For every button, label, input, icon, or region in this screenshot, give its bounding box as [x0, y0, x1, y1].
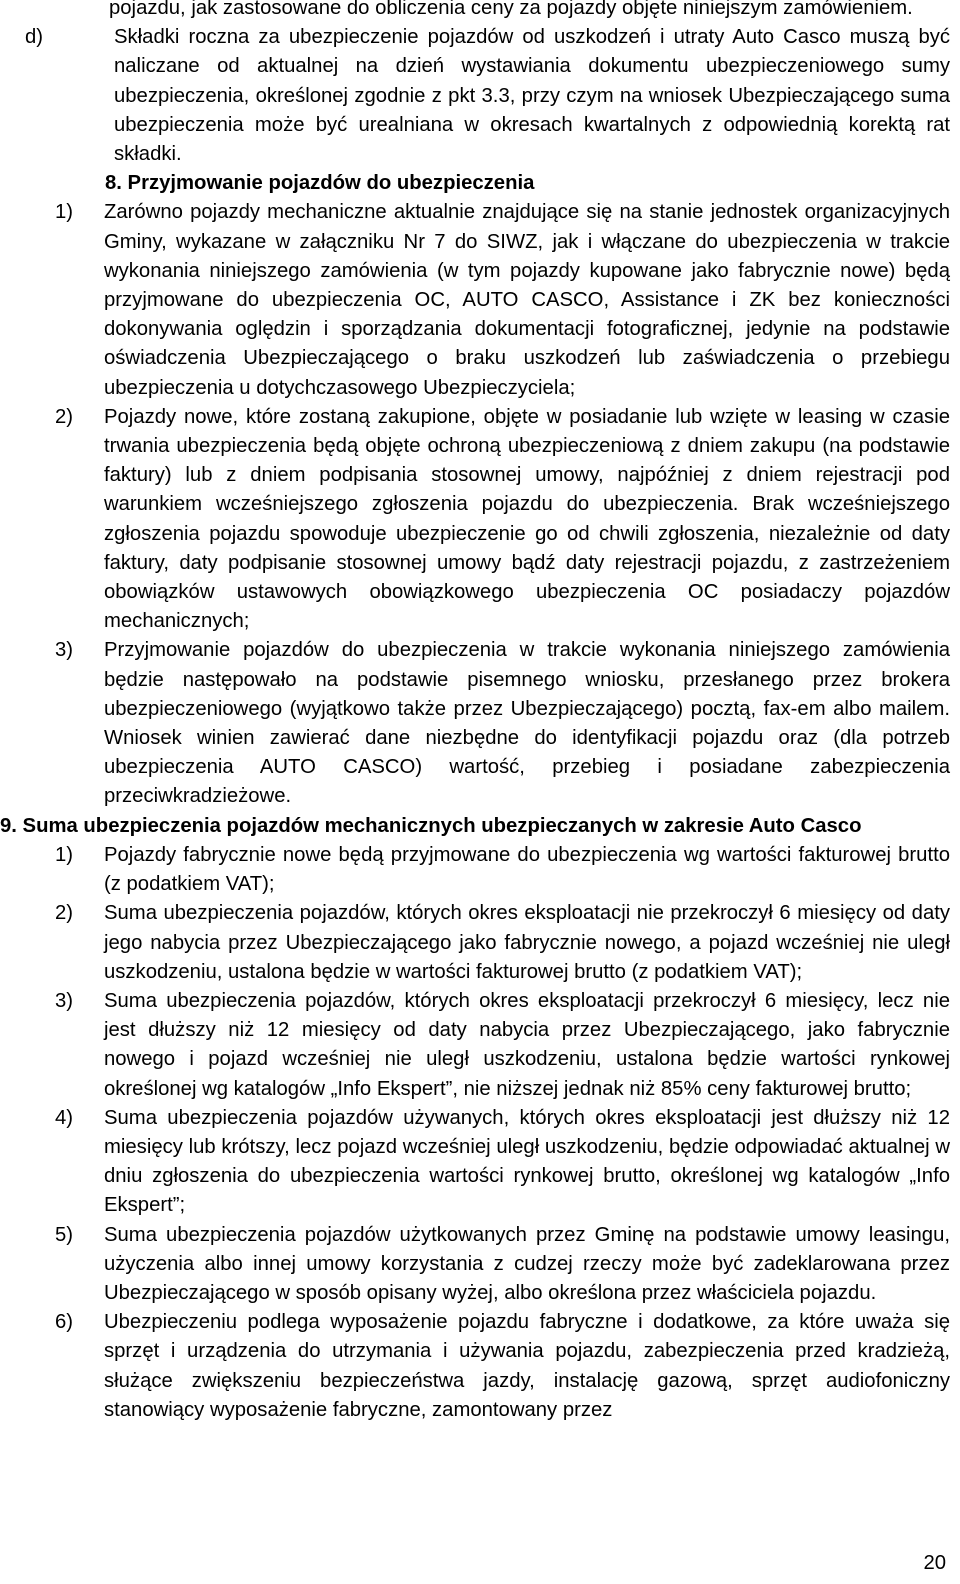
- list-item-d: [0, 23, 950, 169]
- list-item: [0, 1221, 950, 1309]
- list-item: [0, 636, 950, 811]
- section-9-heading: 9. Suma ubezpieczenia pojazdów mechanicznych ubezpieczanych w zakresie Auto Casco: [0, 814, 862, 837]
- item-number: 1): [55, 201, 74, 224]
- page-number: 20: [923, 1551, 946, 1574]
- item-number: 2): [55, 902, 74, 925]
- item-number: 5): [55, 1223, 74, 1246]
- item-text: Zarówno pojazdy mechaniczne aktualnie znajdujące się na stanie jednostek organizacyjnych Gminy, wykazane w załączniku Nr 7 do SIWZ, jak i włączane do ubezpieczenia w trakcie wykonania niniejszego zamówienia (w tym pojazdy kupowane jako fabrycznie nowe) będą przyjmowane do ubezpieczenia OC, AUTO CASCO, Assistance i ZK bez konieczności dokonywania oględzin i sporządzania dokumentacji fotograficznej, jedynie na podstawie oświadczenia Ubezpieczającego o braku uszkodzeń lub zaświadczenia o przebiegu ubezpieczenia u dotychczasowego Ubezpieczyciela;: [104, 201, 950, 399]
- item-text: Suma ubezpieczenia pojazdów, których okres eksploatacji przekroczył 6 miesięcy, lecz nie jest dłuższy niż 12 miesięcy od daty nabycia przez Ubezpieczającego, jako fabrycznie nowego i pojazd wcześniej nie uległ uszkodzeniu, ustalona będzie wartości rynkowej określonej wg katalogów „Info Ekspert”, nie niższej jednak niż 85% ceny fakturowej brutto;: [104, 989, 950, 1100]
- section-8-heading: 8. Przyjmowanie pojazdów do ubezpieczenia: [105, 172, 535, 195]
- list-item: [0, 841, 950, 899]
- item-number: d): [25, 26, 44, 49]
- list-item: [0, 1308, 950, 1425]
- item-number: 2): [55, 405, 74, 428]
- item-d-list: [0, 23, 960, 169]
- list-item: [0, 899, 950, 987]
- item-text: Suma ubezpieczenia pojazdów, których okres eksploatacji nie przekroczył 6 miesięcy od daty jego nabycia przez Ubezpieczającego jako fabrycznie nowego, a pojazd wcześniej nie uległ uszkodzeniu, ustalona będzie w wartości fakturowej brutto (z podatkiem VAT);: [104, 902, 950, 983]
- item-number: 4): [55, 1106, 74, 1129]
- item-number: 3): [55, 989, 74, 1012]
- list-item: [0, 987, 950, 1104]
- item-number: 6): [55, 1311, 74, 1334]
- item-text: Pojazdy nowe, które zostaną zakupione, objęte w posiadanie lub wzięte w leasing w czasie trwania ubezpieczenia będą objęte ochroną ubezpieczeniową z dniem zakupu (na podstawie faktury) lub z dniem podpisania stosownej umowy, najpóźniej z dniem rejestracji pod warunkiem wcześniejszego zgłoszenia pojazdu do ubezpieczenia. Brak wcześniejszego zgłoszenia pojazdu spowoduje ubezpieczenie go od chwili zgłoszenia, niezależnie od daty faktury, daty podpisanie stosownej umowy bądź daty rejestracji pojazdu, z zastrzeżeniem obowiązków ustawowych obowiązkowego ubezpieczenia OC posiadaczy pojazdów mechanicznych;: [104, 405, 950, 633]
- item-number: 1): [55, 843, 74, 866]
- list-item: [0, 1104, 950, 1221]
- item-number: 3): [55, 639, 74, 662]
- list-item: [0, 403, 950, 637]
- section-9-list: [0, 841, 960, 1425]
- item-text: Składki roczna za ubezpieczenie pojazdów od uszkodzeń i utraty Auto Casco muszą być naliczane od aktualnej na dzień wystawiania dokumentu ubezpieczeniowego sumy ubezpieczenia, określonej zgodnie z pkt 3.3, przy czym na wniosek Ubezpieczającego suma ubezpieczenia może być urealniana w okresach kwartalnych z odpowiednią korektą rat składki.: [114, 26, 950, 166]
- list-item: [0, 198, 950, 402]
- item-text: Przyjmowanie pojazdów do ubezpieczenia w trakcie wykonania niniejszego zamówienia będzie następowało na podstawie pisemnego wniosku, przesłanego przez brokera ubezpieczeniowego (wyjątkowo także przez Ubezpieczającego) pocztą, fax-em albo mailem. Wniosek winien zawierać dane niezbędne do identyfikacji pojazdu oraz (dla potrzeb ubezpieczenia AUTO CASCO) wartość, przebieg i posiadane zabezpieczenia przeciwkradzieżowe.: [104, 639, 950, 808]
- section-8-list: [0, 198, 960, 811]
- item-text: Ubezpieczeniu podlega wyposażenie pojazdu fabryczne i dodatkowe, za które uważa się sprzęt i urządzenia do utrzymania i używania pojazdu, zabezpieczenia przed kradzieżą, służące zwiększeniu bezpieczeństwa jazdy, instalację gazową, sprzęt audiofoniczny stanowiący wyposażenie fabryczne, zamontowany przez: [104, 1311, 950, 1421]
- item-text: Suma ubezpieczenia pojazdów użytkowanych przez Gminę na podstawie umowy leasingu, użyczenia albo innej umowy korzystania z cudzej rzeczy może być zadeklarowana przez Ubezpieczającego w sposób opisany wyżej, albo określona przez właściciela pojazdu.: [104, 1223, 950, 1304]
- item-text: Pojazdy fabrycznie nowe będą przyjmowane do ubezpieczenia wg wartości fakturowej brutto (z podatkiem VAT);: [104, 843, 950, 896]
- intro-paragraph: pojazdu, jak zastosowane do obliczenia ceny za pojazdy objęte niniejszym zamówieniem.: [109, 0, 913, 19]
- item-text: Suma ubezpieczenia pojazdów używanych, których okres eksploatacji jest dłuższy niż 12 miesięcy lub krótszy, lecz pojazd wcześniej uległ uszkodzeniu, będzie odpowiadać aktualnej w dniu zgłoszenia do ubezpieczenia wartości rynkowej brutto, określonej wg katalogów „Info Ekspert”;: [104, 1106, 950, 1217]
